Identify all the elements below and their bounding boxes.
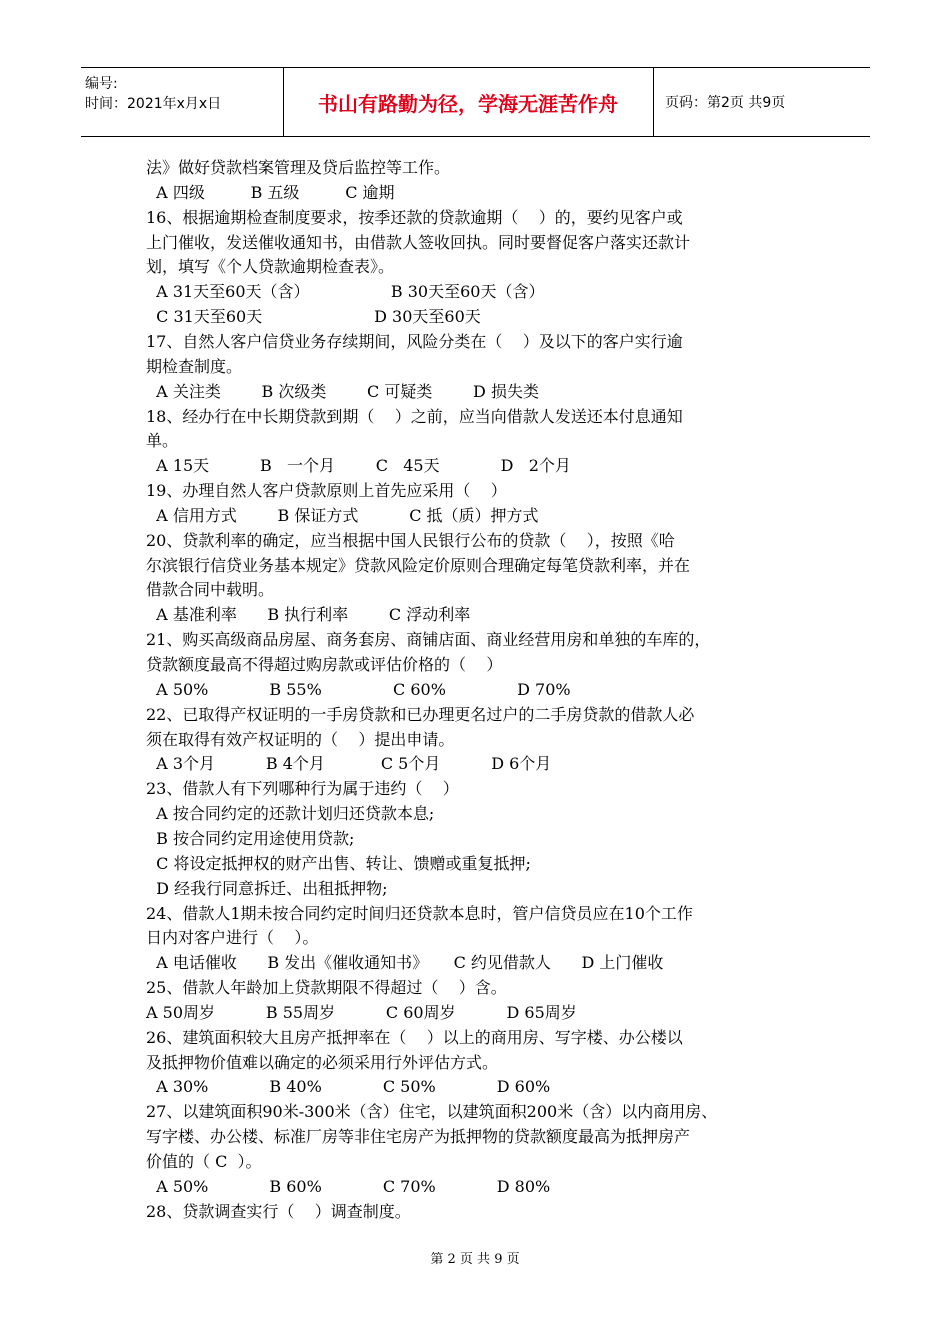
text-line: 划，填写《个人贷款逾期检查表》。 <box>146 257 395 277</box>
text-line: A 30% B 40% C 50% D 60% <box>146 1077 551 1097</box>
text-line: A 四级 B 五级 C 逾期 <box>146 182 395 202</box>
text-line: A 50% B 55% C 60% D 70% <box>146 679 571 699</box>
text-line: 法》做好贷款档案管理及贷后监控等工作。 <box>146 158 451 177</box>
text-line: 借款合同中载明。 <box>146 580 275 600</box>
text-line: 28、贷款调查实行（ ）调查制度。 <box>146 1201 411 1221</box>
text-line: 18、经办行在中长期贷款到期（ ）之前，应当向借款人发送还本付息通知 <box>146 406 683 426</box>
text-line: 17、自然人客户信贷业务存续期间，风险分类在（ ）及以下的客户实行逾 <box>146 331 683 351</box>
header-meta <box>81 68 284 136</box>
text-line: 23、借款人有下列哪种行为属于违约（ ） <box>146 779 459 799</box>
text-line: 尔滨银行信贷业务基本规定》贷款风险定价原则合理确定每笔贷款利率，并在 <box>146 555 691 575</box>
text-line: A 50% B 60% C 70% D 80% <box>146 1176 551 1196</box>
text-line: A 关注类 B 次级类 C 可疑类 D 损失类 <box>146 381 539 401</box>
text-line: A 基准利率 B 执行利率 C 浮动利率 <box>146 605 471 625</box>
text-line: A 31天至60天（含） B 30天至60天（含） <box>146 282 545 302</box>
text-line: A 15天 B 一个月 C 45天 D 2个月 <box>146 456 571 476</box>
text-line: B 按合同约定用途使用贷款; <box>146 828 355 848</box>
page-header <box>81 67 870 137</box>
text-line: C 31天至60天 D 30天至60天 <box>146 307 481 327</box>
text-line: 25、借款人年龄加上贷款期限不得超过（ ）含。 <box>146 978 507 998</box>
text-line: 须在取得有效产权证明的（ ）提出申请。 <box>146 729 455 749</box>
text-line: A 电话催收 B 发出《催收通知书》 C 约见借款人 D 上门催收 <box>146 953 664 973</box>
text-line: 21、购买高级商品房屋、商务套房、商铺店面、商业经营用房和单独的车库的， <box>146 630 711 650</box>
text-line: 27、以建筑面积90米-300米（含）住宅，以建筑面积200米（含）以内商用房、 <box>146 1102 718 1122</box>
text-line: 22、已取得产权证明的一手房贷款和已办理更名过户的二手房贷款的借款人必 <box>146 704 695 724</box>
header-page-label: 页码：第2页 共9页 <box>665 95 786 111</box>
text-line: 16、根据逾期检查制度要求，按季还款的贷款逾期（ ）的，要约见客户或 <box>146 207 683 227</box>
text-line: 20、贷款利率的确定，应当根据中国人民银行公布的贷款（ ），按照《哈 <box>146 530 675 550</box>
number-label: 编号: <box>85 76 118 92</box>
page-footer: 第 2 页 共 9 页 <box>430 1252 520 1267</box>
text-line: 单。 <box>146 431 179 451</box>
text-line: 24、借款人1期未按合同约定时间归还贷款本息时，管户信贷员应在10个工作 <box>146 903 693 923</box>
text-line: 19、办理自然人客户贷款原则上首先应采用（ ） <box>146 481 507 501</box>
text-line: 写字楼、办公楼、标准厂房等非住宅房产为抵押物的贷款额度最高为抵押房产 <box>146 1127 691 1147</box>
text-line: A 3个月 B 4个月 C 5个月 D 6个月 <box>146 754 552 774</box>
text-line: 贷款额度最高不得超过购房款或评估价格的（ ） <box>146 655 503 674</box>
text-line: A 50周岁 B 55周岁 C 60周岁 D 65周岁 <box>146 1002 577 1022</box>
header-motto: 书山有路勤为径，学海无涯苦作舟 <box>283 68 654 136</box>
text-line: 日内对客户进行（ ）。 <box>146 928 319 948</box>
text-line: 期检查制度。 <box>146 356 243 376</box>
text-line: 及抵押物价值难以确定的必须采用行外评估方式。 <box>146 1052 499 1072</box>
text-line: D 经我行同意拆迁、出租抵押物; <box>146 878 388 898</box>
text-line: 价值的（ C ）。 <box>146 1152 262 1171</box>
text-line: 上门催收，发送催收通知书，由借款人签收回执。同时要督促客户落实还款计 <box>146 232 691 252</box>
text-line: A 信用方式 B 保证方式 C 抵（质）押方式 <box>146 505 539 525</box>
text-line: A 按合同约定的还款计划归还贷款本息; <box>146 804 435 824</box>
text-line: C 将设定抵押权的财产出售、转让、馈赠或重复抵押; <box>146 853 531 873</box>
text-line: 26、建筑面积较大且房产抵押率在（ ）以上的商用房、写字楼、办公楼以 <box>146 1027 683 1047</box>
date-label: 时间：2021年x月x日 <box>85 96 222 112</box>
